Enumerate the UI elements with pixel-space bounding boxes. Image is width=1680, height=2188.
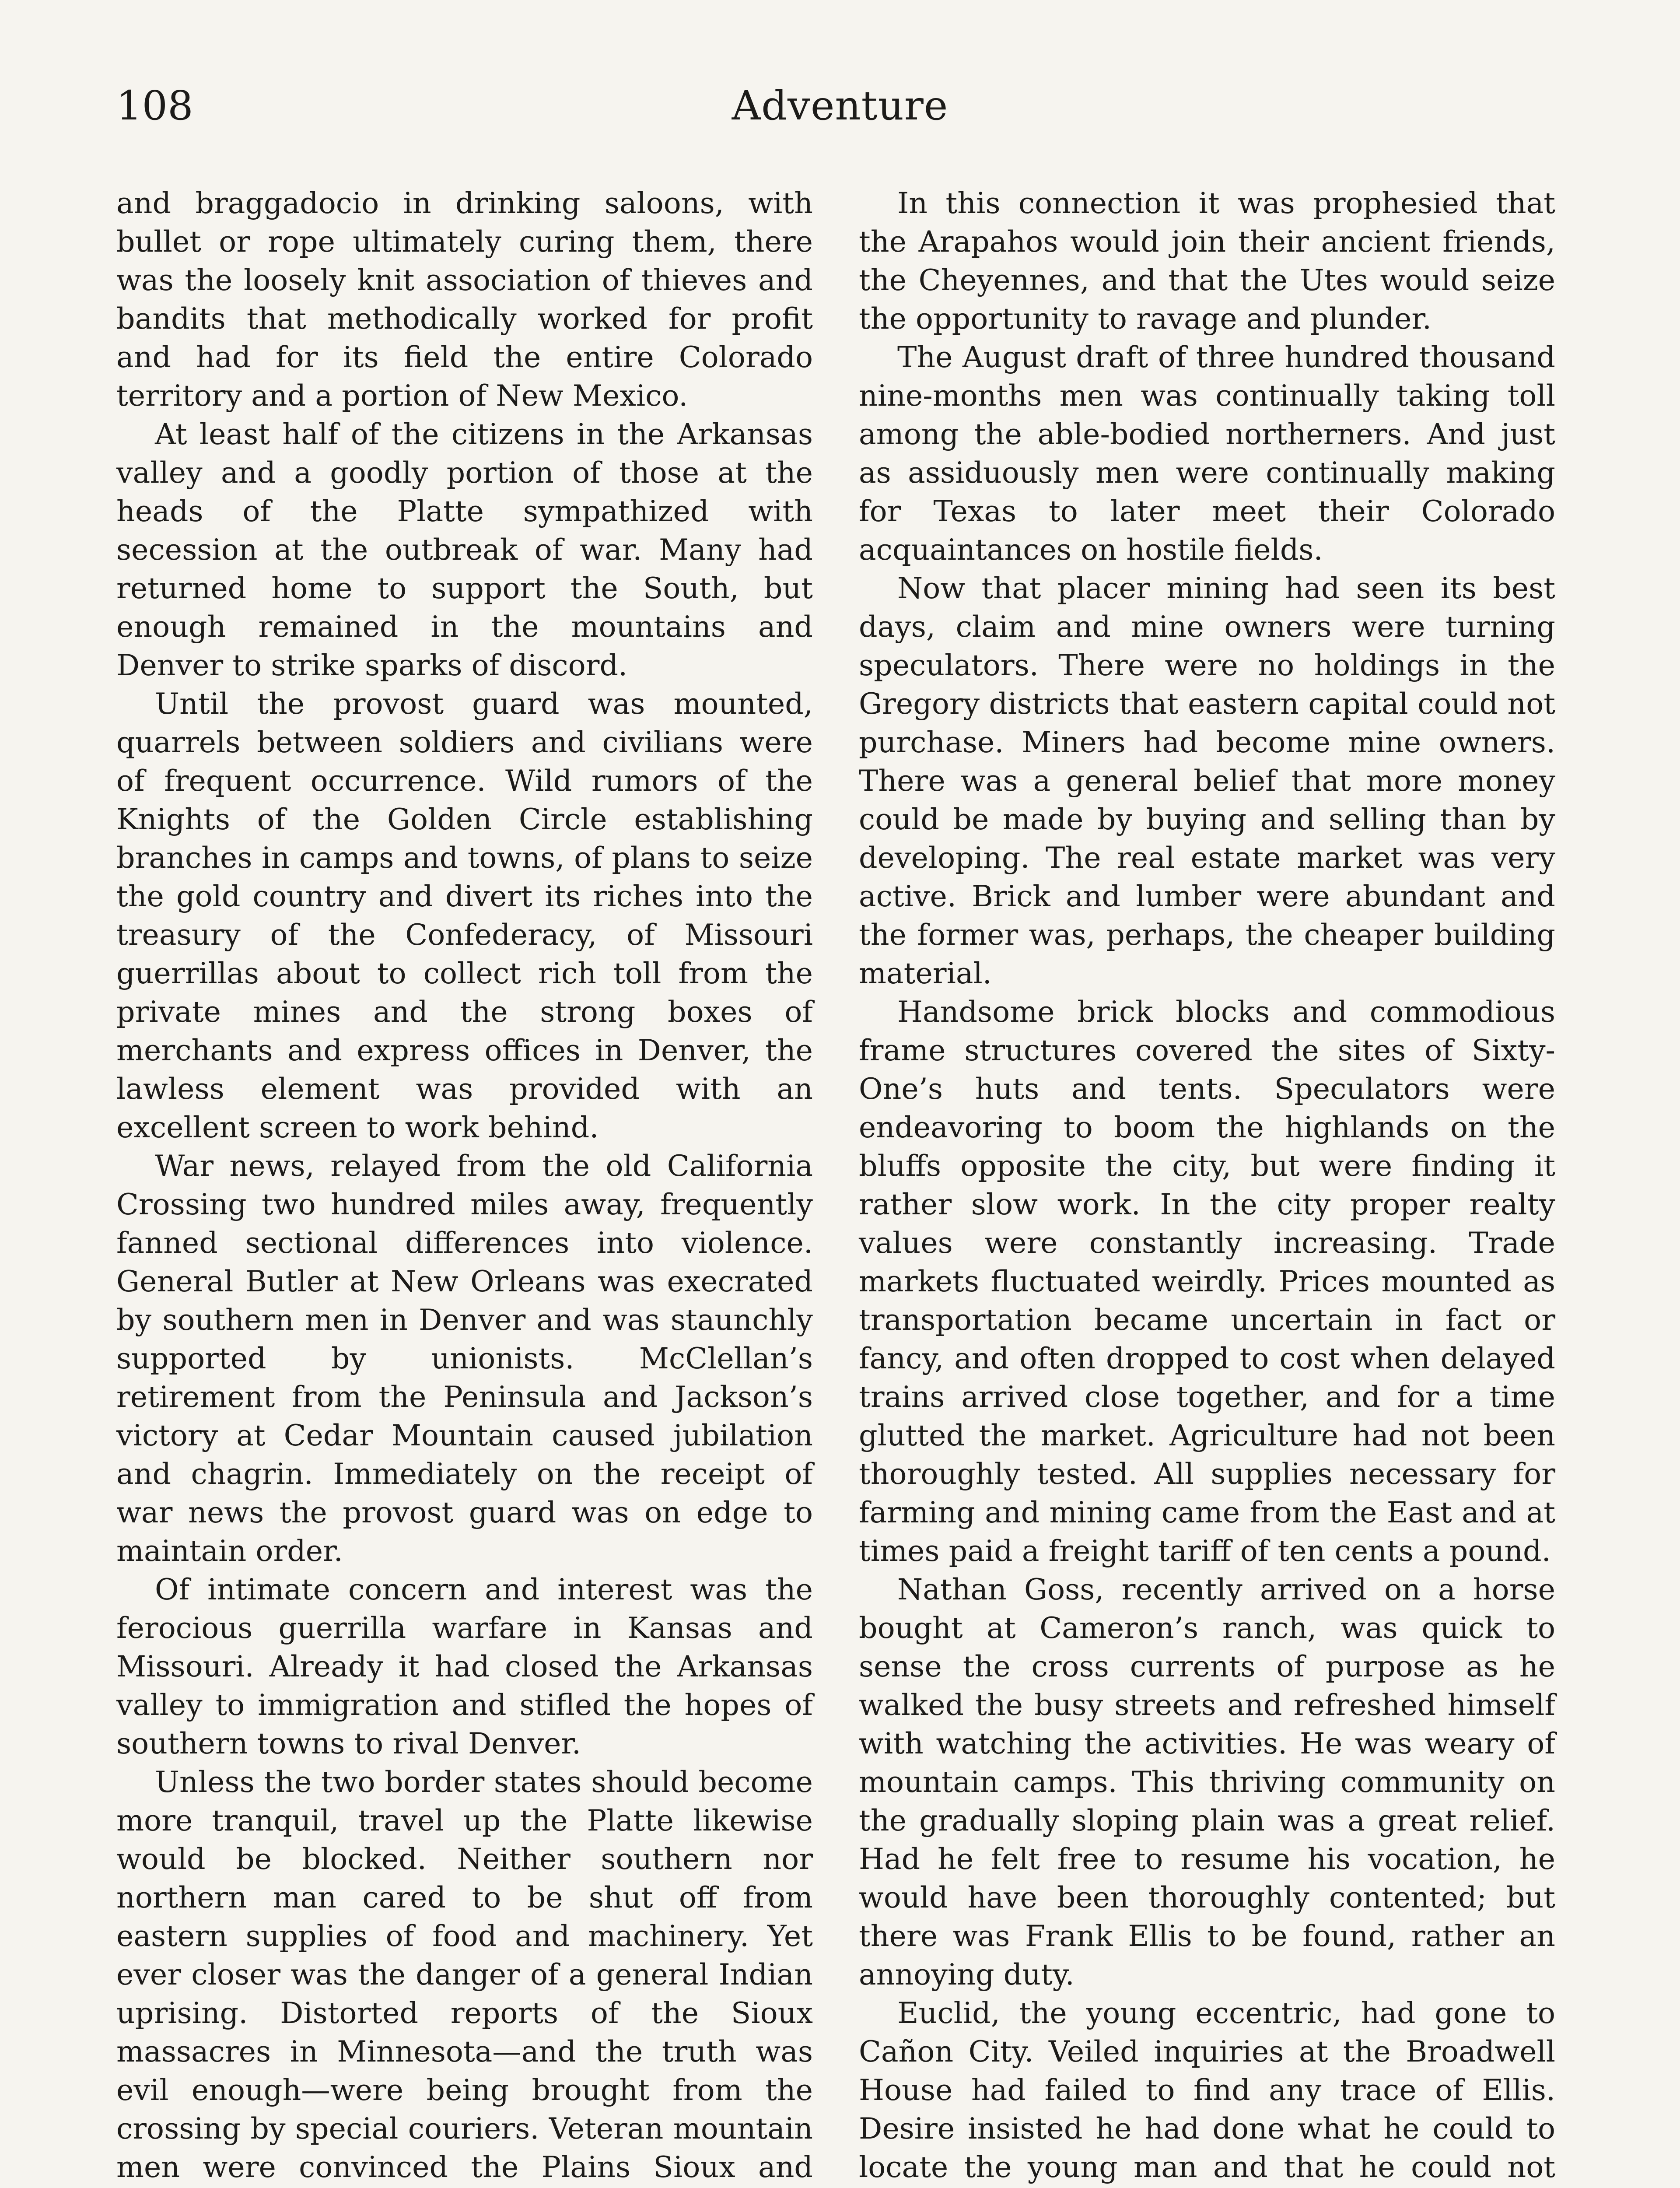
paragraph: At least half of the citizens in the Arkansas valley and a goodly portion of those at the heads of the Platte sympathized with secession at the outbreak of war. Many had returned home to support the South, but enough remained in the mountains and Denver to strike sparks of discord. [116,417,813,682]
paragraph: War news, relayed from the old California Crossing two hundred miles away, frequently fanned sectional differences into violence. General Butler at New Orleans was execrated by southern men in Denver and was staunchly supported by unionists. McClellan’s retirement from the Peninsula and Jackson’s victory at Cedar Mountain caused jubilation and chagrin. Immediately on the receipt of war news the provost guard was on edge to maintain order. [116,1149,813,1568]
paragraph: Until the provost guard was mounted, quarrels between soldiers and civilians were of frequent occurrence. Wild rumors of the Knights of the Golden Circle establishing branches in camps and towns, of plans to seize the gold country and divert its riches into the treasury of the Confederacy, of Missouri guerrillas about to collect rich toll from the private mines and the strong boxes of merchants and express offices in Denver, the lawless element was provided with an excellent screen to work behind. [116,687,813,1144]
paragraph: and braggadocio in drinking saloons, with bullet or rope ultimately curing them, there was the loosely knit association of thieves and bandits that methodically worked for profit and had for its field the entire Colorado territory and a portion of New Mexico. [116,186,813,413]
running-head: Adventure [732,82,948,129]
page-number: 108 [116,82,193,129]
paragraph: Handsome brick blocks and commodious frame structures covered the sites of Sixty-One’s huts and tents. Speculators were endeavoring to boom the highlands on the bluffs opposite the city, but were finding it rather slow work. In the city proper realty values were constantly increasing. Trade markets fluctuated weirdly. Prices mounted as transportation became uncertain in fact or fancy, and often dropped to cost when delayed trains arrived close together, and for a time glutted the market. Agriculture had not been thoroughly tested. All supplies necessary for farming and mining came from the East and at times paid a freight tariff of ten cents a pound. [859,995,1555,1568]
paragraph: Of intimate concern and interest was the ferocious guerrilla warfare in Kansas and Missouri. Already it had closed the Arkansas valley to immigration and stifled the hopes of southern towns to rival Denver. [116,1572,813,1760]
left-column [116,184,813,2188]
paragraph: Nathan Goss, recently arrived on a horse bought at Cameron’s ranch, was quick to sense the cross currents of purpose as he walked the busy streets and refreshed himself with watching the activities. He was weary of mountain camps. This thriving community on the gradually sloping plain was a great relief. Had he felt free to resume his vocation, he would have been thoroughly contented; but there was Frank Ellis to be found, rather an annoying duty. [859,1572,1555,1992]
right-column [859,184,1555,2188]
paragraph: In this connection it was prophesied that the Arapahos would join their ancient friends, the Cheyennes, and that the Utes would seize the opportunity to ravage and plunder. [859,186,1555,336]
paragraph: The August draft of three hundred thousand nine-months men was continually taking toll among the able-bodied northerners. And just as assiduously men were continually making for Texas to later meet their Colorado acquaintances on hostile fields. [859,340,1555,567]
paragraph: Euclid, the young eccentric, had gone to Cañon City. Veiled inquiries at the Broadwell House had failed to find any trace of Ellis. Desire insisted he had done what he could to locate the young man and that he could not [859,1996,1555,2184]
paragraph: Now that placer mining had seen its best days, claim and mine owners were turning speculators. There were no holdings in the Gregory districts that eastern capital could not purchase. Miners had become mine owners. There was a general belief that more money could be made by buying and selling than by developing. The real estate market was very active. Brick and lumber were abundant and the former was, perhaps, the cheaper building material. [859,571,1555,990]
paragraph: Unless the two border states should become more tranquil, travel up the Platte likewise would be blocked. Neither southern nor northern man cared to be shut off from eastern supplies of food and machinery. Yet ever closer was the danger of a general Indian uprising. Distorted reports of the Sioux massacres in Minnesota—and the truth was evil enough—were being brought from the crossing by special couriers. Veteran mountain men were convinced the Plains Sioux and [116,1765,813,2184]
